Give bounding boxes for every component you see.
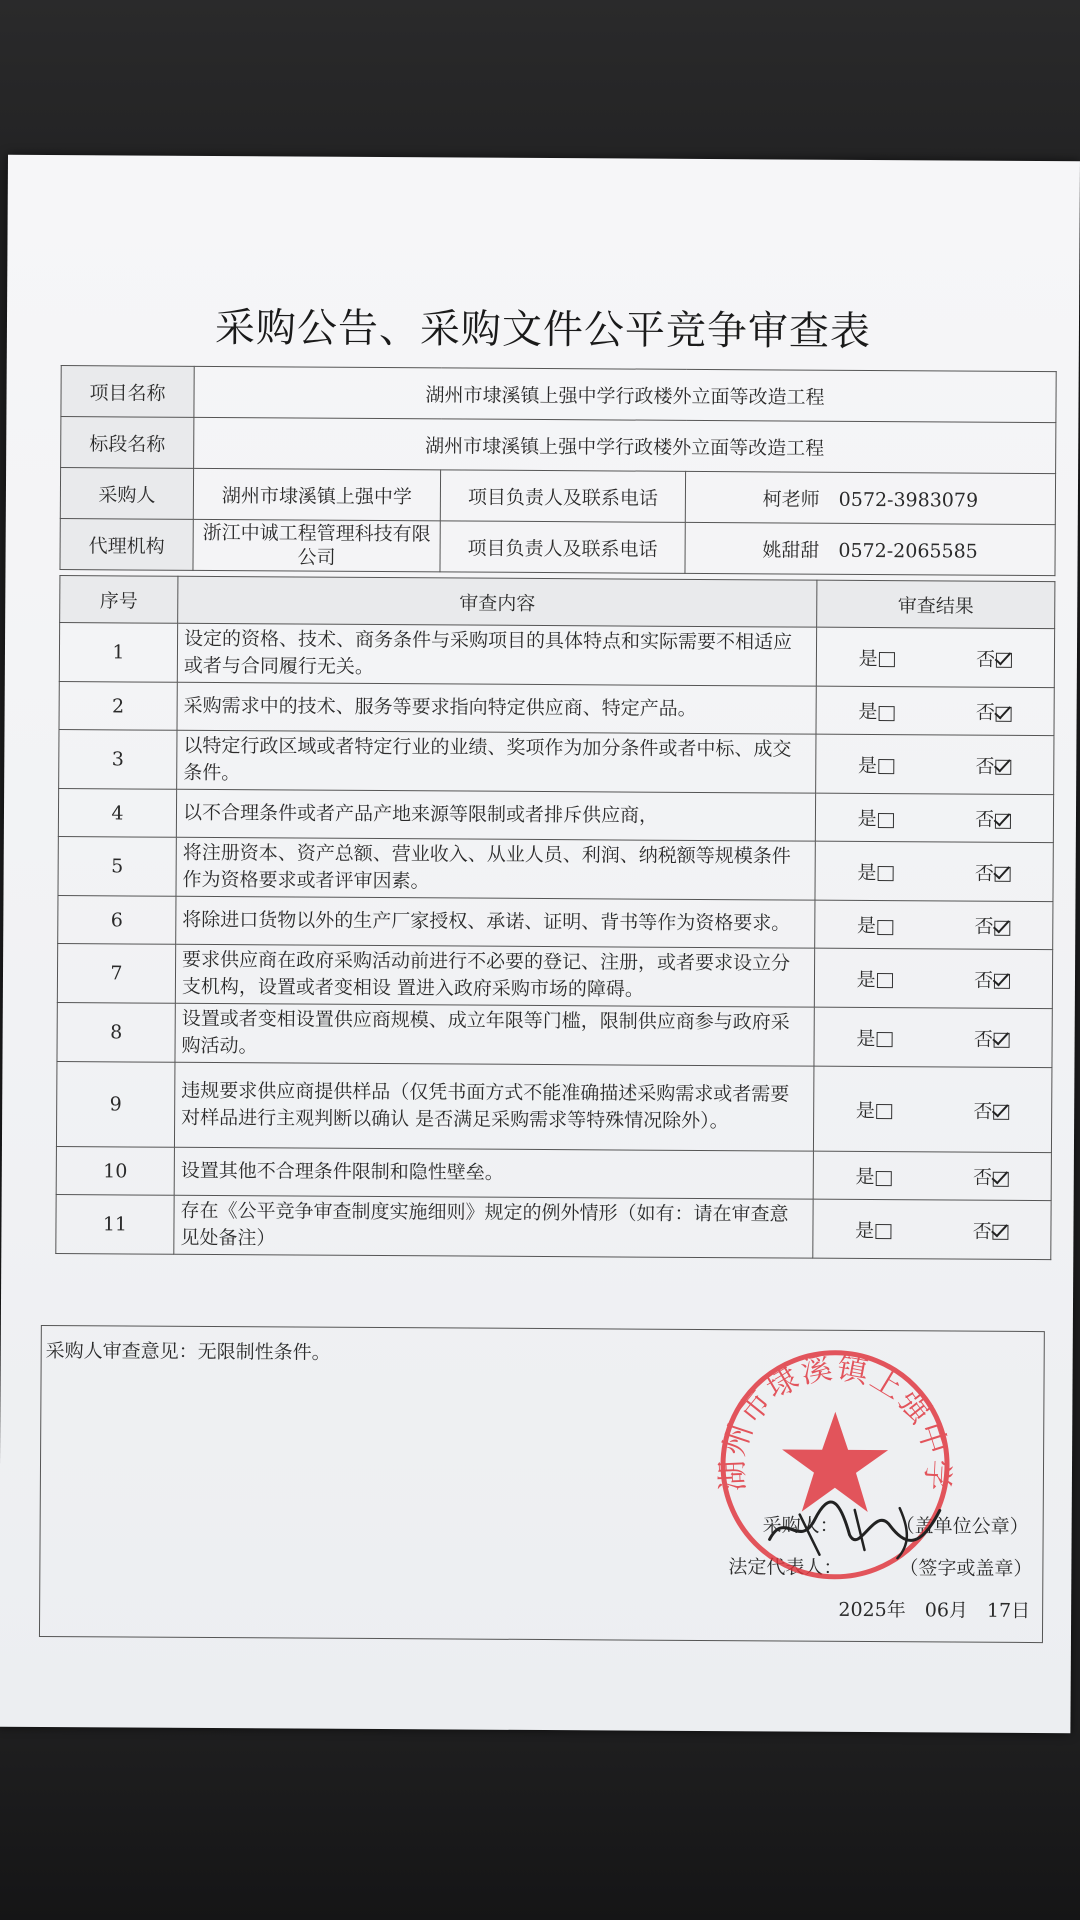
- yes-label: 是: [857, 861, 877, 884]
- yes-option[interactable]: [857, 857, 893, 884]
- no-checkbox-checked-icon[interactable]: [996, 653, 1012, 668]
- row-number: 3: [59, 730, 177, 790]
- row-content: 违规要求供应商提供样品（仅凭书面方式不能准确描述采购需求或者需要对样品进行主观判断以确认 是否满足采购需求等特殊情况除外）。: [174, 1062, 814, 1151]
- yes-checkbox-icon[interactable]: [877, 973, 893, 988]
- col-result-header: 审查结果: [817, 580, 1055, 628]
- review-row: [59, 730, 1054, 795]
- yes-label: 是: [856, 914, 877, 938]
- legal-rep-sign-line: 法定代表人： （签字或盖章）: [728, 1556, 1033, 1581]
- section-name-value: 湖州市埭溪镇上强中学行政楼外立面等改造工程: [194, 417, 1056, 473]
- row-number: 8: [57, 1003, 175, 1063]
- purchaser-contact-value: 柯老师 0572-3983079: [685, 471, 1055, 524]
- no-option[interactable]: [973, 1216, 1009, 1243]
- row-number: 9: [56, 1062, 175, 1148]
- no-option[interactable]: [976, 698, 1012, 725]
- no-option[interactable]: [976, 644, 1012, 671]
- review-row: [58, 837, 1053, 902]
- col-content-header: 审查内容: [178, 576, 817, 627]
- yes-label: 是: [855, 1219, 875, 1242]
- no-checkbox-checked-icon[interactable]: [995, 867, 1011, 882]
- yes-checkbox-icon[interactable]: [878, 813, 894, 828]
- review-row: [56, 1195, 1051, 1260]
- row-number: 10: [56, 1147, 174, 1196]
- yes-option[interactable]: [855, 1215, 891, 1242]
- row-number: 5: [58, 837, 176, 897]
- agency-contact-value: 姚甜甜 0572-2065585: [685, 522, 1055, 575]
- row-number: 2: [59, 682, 177, 731]
- row-content: 设定的资格、技术、商务条件与采购项目的具体特点和实际需要不相适应或者与合同履行无关。: [177, 623, 816, 686]
- seal-text: 湖州市埭溪镇上强中学: [714, 1349, 956, 1494]
- review-row: [56, 1147, 1051, 1201]
- yes-checkbox-icon[interactable]: [879, 652, 895, 667]
- row-content: 存在《公平竞争审查制度实施细则》规定的例外情形（如有：请在审查意见处备注）: [174, 1195, 813, 1258]
- row-content: 以特定行政区域或者特定行业的业绩、奖项作为加分条件或者中标、成交条件。: [177, 730, 816, 793]
- yes-checkbox-icon[interactable]: [878, 759, 894, 774]
- no-label: 否: [972, 1166, 993, 1189]
- section-name-label: 标段名称: [61, 417, 194, 469]
- yes-option[interactable]: [857, 911, 893, 938]
- yes-option[interactable]: [858, 750, 894, 777]
- project-info-table: [59, 365, 1056, 576]
- agency-label: 代理机构: [60, 519, 193, 571]
- no-option[interactable]: [973, 1163, 1009, 1190]
- row-result: [815, 900, 1053, 949]
- yes-label: 是: [856, 968, 876, 991]
- opinion-text: 采购人审查意见：无限制性条件。: [45, 1339, 331, 1364]
- no-checkbox-checked-icon[interactable]: [994, 1033, 1010, 1048]
- row-number: 4: [58, 789, 176, 838]
- no-checkbox-checked-icon[interactable]: [995, 813, 1011, 828]
- no-label: 否: [973, 1028, 993, 1051]
- row-result: [815, 793, 1053, 842]
- row-result: [815, 841, 1053, 901]
- no-checkbox-checked-icon[interactable]: [996, 706, 1012, 721]
- row-result: [813, 1066, 1052, 1152]
- row-number: 7: [57, 944, 175, 1004]
- no-option[interactable]: [974, 1024, 1010, 1051]
- no-label: 否: [974, 862, 994, 885]
- row-content: 采购需求中的技术、服务等要求指向特定供应商、特定产品。: [177, 682, 816, 734]
- review-row: [58, 896, 1053, 950]
- yes-checkbox-icon[interactable]: [875, 1224, 891, 1239]
- no-option[interactable]: [975, 805, 1011, 832]
- purchaser-label: 采购人: [60, 468, 193, 520]
- row-content: 将除进口货物以外的生产厂家授权、承诺、证明、背书等作为资格要求。: [176, 896, 815, 948]
- background-desk-bottom: [0, 1720, 1080, 1920]
- yes-label: 是: [857, 754, 878, 777]
- no-label: 否: [973, 1100, 993, 1123]
- review-row: [57, 1003, 1052, 1068]
- yes-option[interactable]: [856, 1095, 892, 1122]
- row-content: 以不合理条件或者产品产地来源等限制或者排斥供应商，: [176, 789, 815, 841]
- yes-option[interactable]: [857, 964, 893, 991]
- row-content: 要求供应商在政府采购活动前进行不必要的登记、注册，或者要求设立分支机构，设置或者变相设 置进入政府采购市场的障碍。: [175, 944, 814, 1007]
- yes-checkbox-icon[interactable]: [876, 1104, 892, 1119]
- section-name-row: [61, 417, 1056, 474]
- no-label: 否: [975, 755, 995, 778]
- row-result: [813, 1151, 1051, 1200]
- row-number: 1: [59, 623, 177, 683]
- yes-option[interactable]: [859, 643, 895, 670]
- no-label: 否: [974, 969, 994, 992]
- no-checkbox-checked-icon[interactable]: [993, 1171, 1009, 1186]
- row-number: 6: [58, 896, 176, 945]
- review-row: [59, 682, 1054, 736]
- col-no-header: 序号: [60, 576, 178, 624]
- review-row: [56, 1062, 1052, 1153]
- yes-checkbox-icon[interactable]: [877, 920, 893, 935]
- row-content: 设置其他不合理条件限制和隐性壁垒。: [174, 1147, 813, 1199]
- document-paper: [0, 155, 1080, 1734]
- agency-row: [60, 519, 1055, 576]
- no-option[interactable]: [973, 1096, 1009, 1123]
- agency-value: 浙江中诚工程管理科技有限公司: [193, 519, 440, 572]
- no-checkbox-checked-icon[interactable]: [993, 1105, 1009, 1120]
- row-content: 将注册资本、资产总额、营业收入、从业人员、利润、纳税额等规模条件作为资格要求或者评审因素。: [176, 837, 815, 900]
- yes-label: 是: [856, 1027, 876, 1050]
- date-line: 2025年 06月 17日: [838, 1598, 1031, 1622]
- yes-checkbox-icon[interactable]: [878, 706, 894, 721]
- background-desk-top: [0, 0, 1080, 170]
- yes-option[interactable]: [856, 1023, 892, 1050]
- yes-label: 是: [857, 807, 877, 831]
- row-result: [816, 734, 1054, 794]
- row-result: [814, 948, 1052, 1008]
- no-label: 否: [975, 701, 995, 724]
- project-name-label: 项目名称: [61, 366, 194, 418]
- project-name-row: [61, 366, 1056, 423]
- no-option[interactable]: [974, 912, 1010, 939]
- no-checkbox-checked-icon[interactable]: [993, 1225, 1009, 1240]
- no-option[interactable]: [975, 858, 1011, 885]
- row-result: [816, 686, 1054, 735]
- no-checkbox-checked-icon[interactable]: [995, 760, 1011, 775]
- review-row: [59, 623, 1054, 688]
- yes-label: 是: [858, 647, 878, 670]
- purchaser-sign-line: 采购人： （盖单位公章）: [762, 1514, 1029, 1538]
- no-label: 否: [976, 648, 996, 671]
- review-header-row: [60, 576, 1055, 629]
- document-title: 采购公告、采购文件公平竞争审查表: [214, 304, 872, 355]
- project-name-value: 湖州市埭溪镇上强中学行政楼外立面等改造工程: [194, 366, 1056, 422]
- no-label: 否: [974, 915, 994, 938]
- row-content: 设置或者变相设置供应商规模、成立年限等门槛，限制供应商参与政府采购活动。: [175, 1003, 814, 1066]
- row-result: [816, 627, 1054, 687]
- purchaser-contact-label: 项目负责人及联系电话: [440, 470, 685, 522]
- yes-checkbox-icon[interactable]: [875, 1171, 891, 1186]
- yes-option[interactable]: [858, 697, 894, 724]
- yes-label: 是: [858, 700, 878, 724]
- yes-checkbox-icon[interactable]: [877, 866, 893, 881]
- yes-option[interactable]: [855, 1162, 891, 1189]
- row-result: [814, 1007, 1052, 1067]
- no-label: 否: [975, 808, 995, 831]
- no-option[interactable]: [974, 965, 1010, 992]
- row-number: 11: [56, 1195, 174, 1255]
- agency-contact-label: 项目负责人及联系电话: [440, 521, 685, 573]
- review-row: [57, 944, 1052, 1009]
- purchaser-row: [60, 468, 1055, 525]
- no-checkbox-checked-icon[interactable]: [995, 920, 1011, 935]
- yes-label: 是: [855, 1165, 875, 1189]
- review-table: [55, 575, 1055, 1260]
- review-row: [58, 789, 1053, 843]
- no-checkbox-checked-icon[interactable]: [994, 974, 1010, 989]
- no-option[interactable]: [975, 751, 1011, 778]
- yes-checkbox-icon[interactable]: [876, 1032, 892, 1047]
- yes-label: 是: [855, 1099, 876, 1122]
- purchaser-value: 湖州市埭溪镇上强中学: [193, 468, 440, 521]
- row-result: [813, 1199, 1051, 1259]
- yes-option[interactable]: [858, 804, 894, 831]
- no-label: 否: [972, 1220, 992, 1243]
- handwritten-signature-icon: [759, 1479, 950, 1570]
